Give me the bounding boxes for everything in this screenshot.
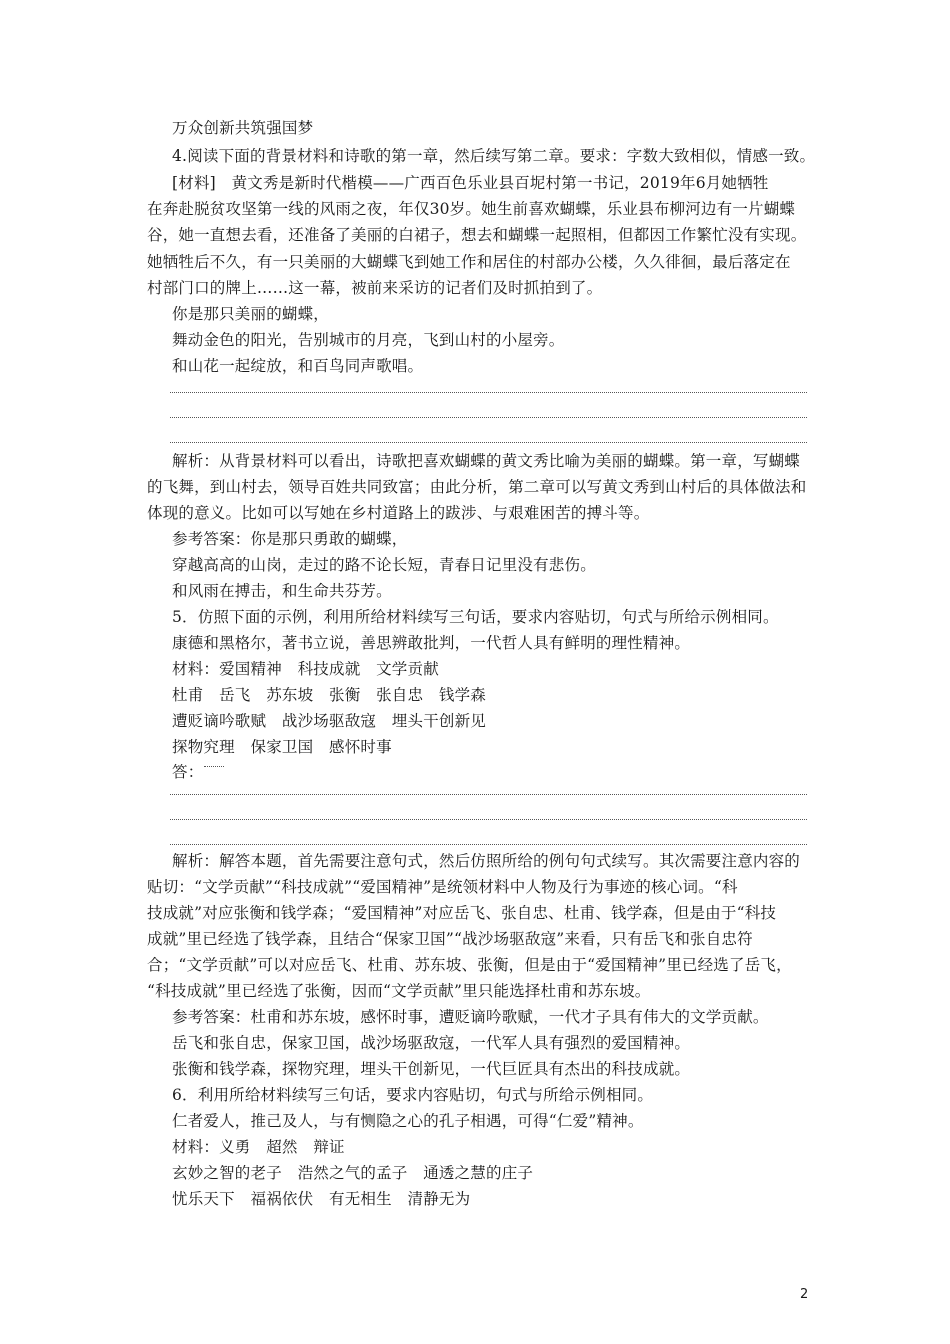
answer-line <box>170 794 807 795</box>
answer-label: 答： <box>172 763 204 781</box>
material-line: 玄妙之智的老子 浩然之气的孟子 通透之慧的庄子 <box>172 1164 534 1182</box>
poem-line: 你是那只美丽的蝴蝶， <box>172 305 330 323</box>
analysis-line: 技成就”对应张衡和钱学森；“爱国精神”对应岳飞、张自忠、杜甫、钱学森，但是由于“科技 <box>147 904 777 922</box>
analysis-line: 成就”里已经选了钱学森，且结合“保家卫国”“战沙场驱敌寇”来看，只有岳飞和张自忠符 <box>147 930 753 948</box>
material-line: 杜甫 岳飞 苏东坡 张衡 张自忠 钱学森 <box>172 686 487 704</box>
analysis-line: 的飞舞，到山村去，领导百姓共同致富；由此分析，第二章可以写黄文秀到山村后的具体做法和 <box>147 478 807 496</box>
poem-line: 舞动金色的阳光，告别城市的月亮，飞到山村的小屋旁。 <box>172 331 565 349</box>
reference-answer-line: 和风雨在搏击，和生命共芬芳。 <box>172 582 392 600</box>
question-6-prompt: 6．利用所给材料续写三句话，要求内容贴切，句式与所给示例相同。 <box>172 1086 654 1104</box>
answer-line <box>170 819 807 820</box>
material-line: 她牺牲后不久，有一只美丽的大蝴蝶飞到她工作和居住的村部办公楼，久久徘徊，最后落定在 <box>147 253 791 271</box>
reference-answer-line: 参考答案：杜甫和苏东坡，感怀时事，遭贬谪吟歌赋，一代才子具有伟大的文学贡献。 <box>172 1008 769 1026</box>
answer-line <box>170 442 807 443</box>
reference-answer-line: 岳飞和张自忠，保家卫国，战沙场驱敌寇，一代军人具有强烈的爱国精神。 <box>172 1034 691 1052</box>
material-line: 材料：爱国精神 科技成就 文学贡献 <box>172 660 439 678</box>
poem-line: 和山花一起绽放，和百鸟同声歌唱。 <box>172 357 424 375</box>
analysis-line: 贴切：“文学贡献”“科技成就”“爱国精神”是统领材料中人物及行为事迹的核心词。“科 <box>147 878 738 896</box>
material-line: 探物究理 保家卫国 感怀时事 <box>172 738 392 756</box>
question-4-prompt: 4.阅读下面的背景材料和诗歌的第一章，然后续写第二章。要求：字数大致相似，情感一致。 <box>172 147 816 165</box>
material-line: 在奔赴脱贫攻坚第一线的风雨之夜，年仅30岁。她生前喜欢蝴蝶，乐业县布柳河边有一片蝴蝶 <box>147 200 796 218</box>
analysis-line: 解析：从背景材料可以看出，诗歌把喜欢蝴蝶的黄文秀比喻为美丽的蝴蝶。第一章，写蝴蝶 <box>172 452 801 470</box>
material-line: 材料：义勇 超然 辩证 <box>172 1138 345 1156</box>
reference-answer-line: 参考答案：你是那只勇敢的蝴蝶， <box>172 530 408 548</box>
answer-line <box>170 844 807 845</box>
text-line: 万众创新共筑强国梦 <box>172 119 314 137</box>
example-line: 康德和黑格尔，著书立说，善思辨敢批判，一代哲人具有鲜明的理性精神。 <box>172 634 691 652</box>
reference-answer-line: 张衡和钱学森，探物究理，埋头干创新见，一代巨匠具有杰出的科技成就。 <box>172 1060 691 1078</box>
answer-blank <box>204 766 224 767</box>
material-line: [材料] 黄文秀是新时代楷模——广西百色乐业县百坭村第一书记，2019年6月她牺牲 <box>172 174 769 192</box>
analysis-line: “科技成就”里已经选了张衡，因而“文学贡献”里只能选择杜甫和苏东坡。 <box>147 982 651 1000</box>
material-line: 忧乐天下 福祸依伏 有无相生 清静无为 <box>172 1190 471 1208</box>
material-line: 村部门口的牌上……这一幕，被前来采访的记者们及时抓拍到了。 <box>147 279 603 297</box>
answer-line <box>170 417 807 418</box>
material-line: 谷，她一直想去看，还准备了美丽的白裙子，想去和蝴蝶一起照相，但都因工作繁忙没有实现。 <box>147 226 807 244</box>
analysis-line: 解析：解答本题，首先需要注意句式，然后仿照所给的例句句式续写。其次需要注意内容的 <box>172 852 801 870</box>
reference-answer-line: 穿越高高的山岗，走过的路不论长短，青春日记里没有悲伤。 <box>172 556 596 574</box>
page-number: 2 <box>800 1287 809 1302</box>
analysis-line: 合；“文学贡献”可以对应岳飞、杜甫、苏东坡、张衡，但是由于“爱国精神”里已经选了岳飞， <box>147 956 792 974</box>
question-5-prompt: 5．仿照下面的示例，利用所给材料续写三句话，要求内容贴切，句式与所给示例相同。 <box>172 608 779 626</box>
answer-line <box>170 392 807 393</box>
example-line: 仁者爱人，推己及人，与有恻隐之心的孔子相遇，可得“仁爱”精神。 <box>172 1112 644 1130</box>
analysis-line: 体现的意义。比如可以写她在乡村道路上的跋涉、与艰难困苦的搏斗等。 <box>147 504 650 522</box>
material-line: 遭贬谪吟歌赋 战沙场驱敌寇 埋头干创新见 <box>172 712 487 730</box>
